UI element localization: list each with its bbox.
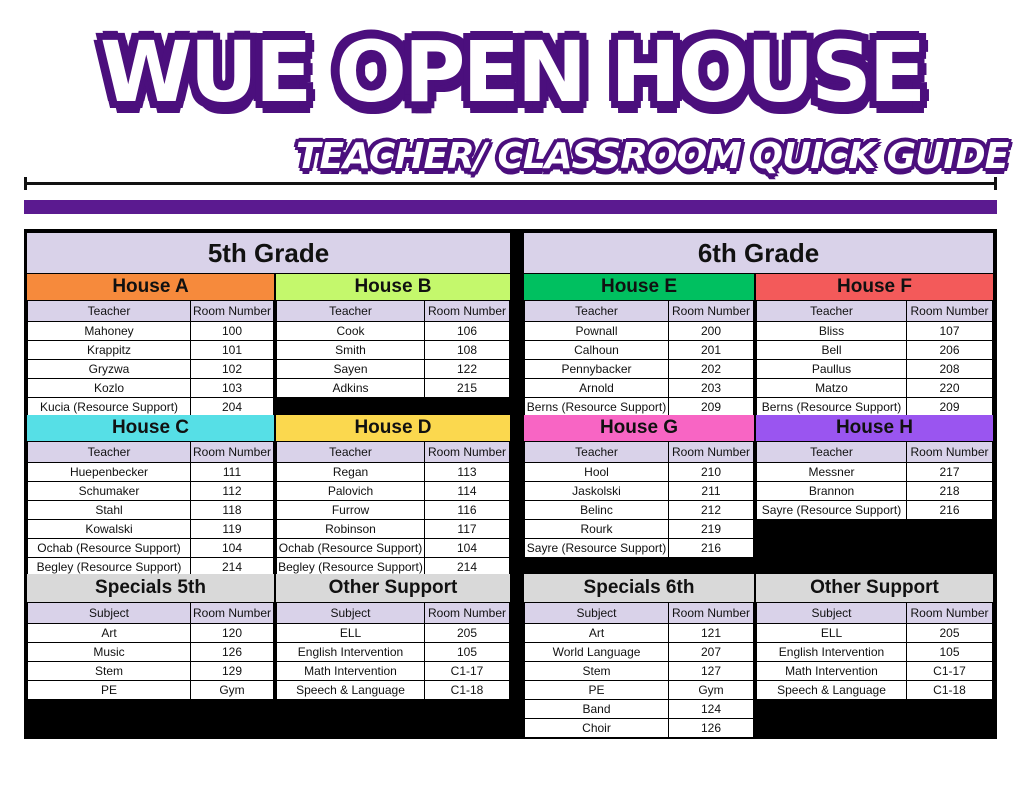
table-row: [277, 624, 510, 643]
subject-cell: ELL: [757, 624, 907, 643]
room-number-column-header: Room Number: [191, 603, 274, 624]
subject-cell: Band: [525, 700, 669, 719]
room-cell: 114: [425, 482, 510, 501]
room-cell: 122: [425, 360, 510, 379]
table-row: [525, 662, 754, 681]
table-row: [28, 379, 274, 398]
room-cell: 111: [191, 463, 274, 482]
room-cell: C1-18: [907, 681, 993, 700]
other6-block: [756, 574, 993, 700]
subject-cell: PE: [525, 681, 669, 700]
other6-table: [756, 602, 993, 700]
subject-column-header: Subject: [277, 603, 425, 624]
room-cell: 217: [907, 463, 993, 482]
room-cell: 208: [907, 360, 993, 379]
teacher-cell: Ochab (Resource Support): [28, 539, 191, 558]
table-row: [525, 539, 754, 558]
page-title: WUE OPEN HOUSE: [100, 23, 924, 121]
table-row: [28, 463, 274, 482]
houses-b-block: [276, 274, 510, 398]
houses-h-heading: House H: [756, 415, 993, 441]
teacher-cell: Paullus: [757, 360, 907, 379]
teacher-cell: Ochab (Resource Support): [277, 539, 425, 558]
table-row: [525, 700, 754, 719]
teacher-cell: Bell: [757, 341, 907, 360]
table-row: [277, 463, 510, 482]
specials5-heading: Specials 5th: [27, 574, 274, 602]
table-row: [277, 482, 510, 501]
table-row: [525, 379, 754, 398]
houses-d-block: [276, 415, 510, 577]
table-row: [757, 624, 993, 643]
room-cell: C1-18: [425, 681, 510, 700]
houses-f-block: [756, 274, 993, 417]
teacher-cell: Smith: [277, 341, 425, 360]
room-cell: 205: [425, 624, 510, 643]
room-cell: 200: [669, 322, 754, 341]
subject-column-header: Subject: [525, 603, 669, 624]
table-row: [757, 341, 993, 360]
table-row: [757, 463, 993, 482]
table-row: [757, 681, 993, 700]
other5-table: [276, 602, 510, 700]
room-number-column-header: Room Number: [907, 603, 993, 624]
room-number-column-header: Room Number: [669, 603, 754, 624]
table-row: [277, 360, 510, 379]
room-cell: C1-17: [907, 662, 993, 681]
room-cell: 108: [425, 341, 510, 360]
room-cell: Gym: [191, 681, 274, 700]
subject-cell: Art: [28, 624, 191, 643]
table-row: [757, 482, 993, 501]
table-row: [277, 501, 510, 520]
teacher-column-header: Teacher: [525, 301, 669, 322]
subject-cell: Math Intervention: [757, 662, 907, 681]
teacher-cell: Regan: [277, 463, 425, 482]
teacher-cell: Huepenbecker: [28, 463, 191, 482]
room-cell: 206: [907, 341, 993, 360]
table-row: [28, 501, 274, 520]
table-row: [277, 322, 510, 341]
table-row: [28, 341, 274, 360]
subject-cell: Speech & Language: [277, 681, 425, 700]
teacher-cell: Arnold: [525, 379, 669, 398]
room-cell: 214: [191, 558, 274, 577]
teacher-cell: Begley (Resource Support): [28, 558, 191, 577]
specials5-table: [27, 602, 274, 700]
table-row: [277, 379, 510, 398]
table-row: [525, 463, 754, 482]
houses-c-block: [27, 415, 274, 577]
table-row: [525, 681, 754, 700]
room-cell: 106: [425, 322, 510, 341]
room-cell: 219: [669, 520, 754, 539]
specials5-block: [27, 574, 274, 700]
teacher-cell: Robinson: [277, 520, 425, 539]
table-row: [757, 643, 993, 662]
room-cell: 101: [191, 341, 274, 360]
teacher-cell: Palovich: [277, 482, 425, 501]
room-cell: 212: [669, 501, 754, 520]
table-row: [757, 379, 993, 398]
teacher-column-header: Teacher: [525, 442, 669, 463]
table-row: [525, 719, 754, 738]
teacher-cell: Begley (Resource Support): [277, 558, 425, 577]
room-cell: 119: [191, 520, 274, 539]
grade-6-heading: 6th Grade: [524, 233, 993, 273]
room-cell: 220: [907, 379, 993, 398]
table-row: [757, 398, 993, 417]
subject-column-header: Subject: [757, 603, 907, 624]
subject-cell: Stem: [28, 662, 191, 681]
houses-a-heading: House A: [27, 274, 274, 300]
room-cell: 216: [669, 539, 754, 558]
room-cell: 209: [907, 398, 993, 417]
teacher-column-header: Teacher: [757, 442, 907, 463]
subject-cell: Art: [525, 624, 669, 643]
table-row: [277, 341, 510, 360]
subject-cell: World Language: [525, 643, 669, 662]
teacher-cell: Sayre (Resource Support): [525, 539, 669, 558]
houses-d-table: [276, 441, 510, 577]
table-row: [277, 662, 510, 681]
table-row: [28, 482, 274, 501]
houses-b-heading: House B: [276, 274, 510, 300]
teacher-cell: Hool: [525, 463, 669, 482]
room-cell: 201: [669, 341, 754, 360]
teacher-cell: Calhoun: [525, 341, 669, 360]
teacher-cell: Kucia (Resource Support): [28, 398, 191, 417]
table-row: [757, 322, 993, 341]
room-cell: 216: [907, 501, 993, 520]
teacher-cell: Furrow: [277, 501, 425, 520]
room-cell: 118: [191, 501, 274, 520]
teacher-cell: Berns (Resource Support): [757, 398, 907, 417]
room-cell: 205: [907, 624, 993, 643]
teacher-cell: Cook: [277, 322, 425, 341]
room-cell: 210: [669, 463, 754, 482]
teacher-column-header: Teacher: [757, 301, 907, 322]
room-cell: 121: [669, 624, 754, 643]
teacher-cell: Stahl: [28, 501, 191, 520]
table-row: [757, 360, 993, 379]
room-cell: C1-17: [425, 662, 510, 681]
teacher-column-header: Teacher: [28, 442, 191, 463]
specials6-block: [524, 574, 754, 738]
houses-g-heading: House G: [524, 415, 754, 441]
table-row: [525, 341, 754, 360]
room-cell: 124: [669, 700, 754, 719]
room-number-column-header: Room Number: [191, 301, 274, 322]
teacher-cell: Mahoney: [28, 322, 191, 341]
teacher-cell: Sayre (Resource Support): [757, 501, 907, 520]
table-row: [277, 643, 510, 662]
table-row: [28, 681, 274, 700]
houses-d-heading: House D: [276, 415, 510, 441]
teacher-cell: Schumaker: [28, 482, 191, 501]
table-row: [525, 360, 754, 379]
subject-cell: Math Intervention: [277, 662, 425, 681]
divider-line: [24, 182, 997, 185]
teacher-cell: Kowalski: [28, 520, 191, 539]
table-row: [277, 681, 510, 700]
subject-cell: English Intervention: [757, 643, 907, 662]
teacher-cell: Berns (Resource Support): [525, 398, 669, 417]
teacher-cell: Krappitz: [28, 341, 191, 360]
room-cell: 107: [907, 322, 993, 341]
table-row: [525, 643, 754, 662]
table-row: [28, 322, 274, 341]
room-cell: 100: [191, 322, 274, 341]
subject-cell: PE: [28, 681, 191, 700]
subject-cell: ELL: [277, 624, 425, 643]
table-row: [28, 360, 274, 379]
room-cell: 104: [425, 539, 510, 558]
table-row: [525, 520, 754, 539]
houses-a-table: [27, 300, 274, 417]
table-row: [525, 624, 754, 643]
table-row: [525, 482, 754, 501]
houses-h-table: [756, 441, 993, 520]
room-number-column-header: Room Number: [907, 301, 993, 322]
teacher-cell: Messner: [757, 463, 907, 482]
room-cell: 211: [669, 482, 754, 501]
teacher-column-header: Teacher: [277, 442, 425, 463]
guide-board: [24, 229, 997, 739]
table-row: [757, 501, 993, 520]
houses-f-heading: House F: [756, 274, 993, 300]
table-row: [525, 501, 754, 520]
room-number-column-header: Room Number: [425, 442, 510, 463]
table-row: [28, 624, 274, 643]
teacher-cell: Belinc: [525, 501, 669, 520]
table-row: [28, 643, 274, 662]
room-cell: 102: [191, 360, 274, 379]
teacher-cell: Gryzwa: [28, 360, 191, 379]
room-cell: 116: [425, 501, 510, 520]
room-number-column-header: Room Number: [425, 603, 510, 624]
room-cell: 112: [191, 482, 274, 501]
room-number-column-header: Room Number: [669, 301, 754, 322]
room-cell: 126: [669, 719, 754, 738]
subject-cell: Stem: [525, 662, 669, 681]
other5-block: [276, 574, 510, 700]
table-row: [757, 662, 993, 681]
room-cell: 207: [669, 643, 754, 662]
grade-5-heading: 5th Grade: [27, 233, 510, 273]
subject-cell: Speech & Language: [757, 681, 907, 700]
table-row: [28, 662, 274, 681]
divider-bar: [24, 200, 997, 214]
houses-g-table: [524, 441, 754, 558]
houses-b-table: [276, 300, 510, 398]
houses-c-heading: House C: [27, 415, 274, 441]
room-cell: 117: [425, 520, 510, 539]
table-row: [277, 520, 510, 539]
room-cell: 204: [191, 398, 274, 417]
teacher-column-header: Teacher: [277, 301, 425, 322]
room-cell: 105: [907, 643, 993, 662]
teacher-cell: Sayen: [277, 360, 425, 379]
room-cell: 209: [669, 398, 754, 417]
teacher-cell: Jaskolski: [525, 482, 669, 501]
room-cell: 129: [191, 662, 274, 681]
table-row: [28, 539, 274, 558]
subject-cell: English Intervention: [277, 643, 425, 662]
teacher-cell: Matzo: [757, 379, 907, 398]
houses-c-table: [27, 441, 274, 577]
table-row: [28, 520, 274, 539]
houses-g-block: [524, 415, 754, 558]
teacher-column-header: Teacher: [28, 301, 191, 322]
room-cell: 203: [669, 379, 754, 398]
specials6-heading: Specials 6th: [524, 574, 754, 602]
table-row: [277, 539, 510, 558]
room-cell: 202: [669, 360, 754, 379]
table-row: [525, 398, 754, 417]
houses-a-block: [27, 274, 274, 417]
teacher-cell: Brannon: [757, 482, 907, 501]
teacher-cell: Pownall: [525, 322, 669, 341]
houses-e-block: [524, 274, 754, 417]
houses-e-table: [524, 300, 754, 417]
room-number-column-header: Room Number: [425, 301, 510, 322]
room-cell: 105: [425, 643, 510, 662]
teacher-cell: Adkins: [277, 379, 425, 398]
other6-heading: Other Support: [756, 574, 993, 602]
room-number-column-header: Room Number: [191, 442, 274, 463]
room-cell: 127: [669, 662, 754, 681]
room-cell: 126: [191, 643, 274, 662]
table-row: [28, 398, 274, 417]
room-number-column-header: Room Number: [907, 442, 993, 463]
houses-h-block: [756, 415, 993, 520]
room-cell: 113: [425, 463, 510, 482]
room-cell: 215: [425, 379, 510, 398]
room-cell: 214: [425, 558, 510, 577]
specials6-table: [524, 602, 754, 738]
room-number-column-header: Room Number: [669, 442, 754, 463]
teacher-cell: Bliss: [757, 322, 907, 341]
room-cell: Gym: [669, 681, 754, 700]
room-cell: 104: [191, 539, 274, 558]
houses-f-table: [756, 300, 993, 417]
subject-column-header: Subject: [28, 603, 191, 624]
table-row: [525, 322, 754, 341]
teacher-cell: Kozlo: [28, 379, 191, 398]
subject-cell: Choir: [525, 719, 669, 738]
room-cell: 120: [191, 624, 274, 643]
houses-e-heading: House E: [524, 274, 754, 300]
subject-cell: Music: [28, 643, 191, 662]
room-cell: 218: [907, 482, 993, 501]
teacher-cell: Rourk: [525, 520, 669, 539]
other5-heading: Other Support: [276, 574, 510, 602]
teacher-cell: Pennybacker: [525, 360, 669, 379]
page-subtitle: TEACHER/ CLASSROOM QUICK GUIDE: [296, 136, 1009, 177]
room-cell: 103: [191, 379, 274, 398]
